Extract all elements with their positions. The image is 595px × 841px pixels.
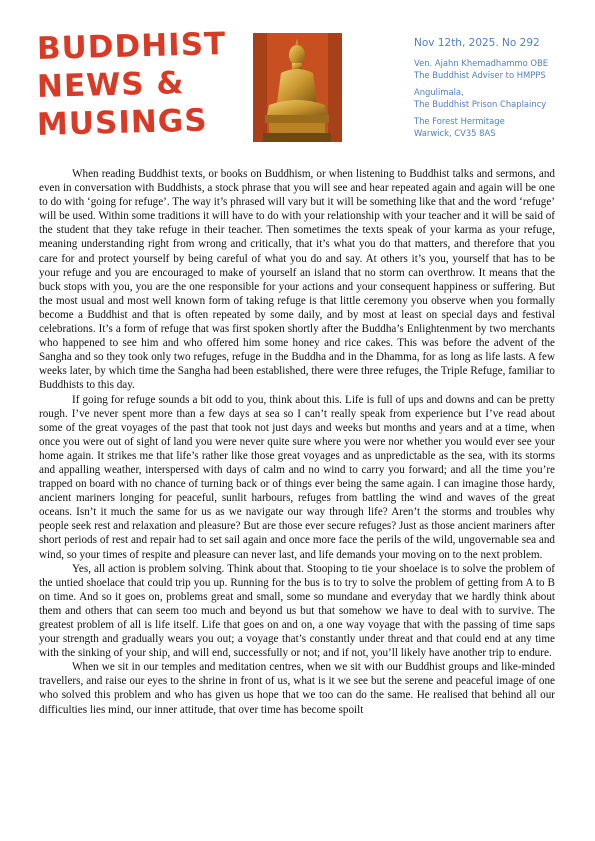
issue-dateline: Nov 12th, 2025. No 292 xyxy=(414,37,540,49)
author-role: The Buddhist Adviser to HMPPS xyxy=(414,70,546,80)
masthead-line-3: MUSINGS xyxy=(36,102,209,143)
article-paragraph: When we sit in our temples and meditation centres, when we sit with our Buddhist groups and like-minded travellers, and raise our eyes to the shrine in front of us, what is it we see but the serene and peaceful image of one who solved this problem and who has given us hope that we too can do the same. He realised that behind all our difficulties lies mind, our inner attitude, that over time has become spoilt xyxy=(39,661,555,716)
masthead-line-2: NEWS & xyxy=(36,65,185,105)
article-paragraph: When reading Buddhist texts, or books on Buddhism, or when listening to Buddhist talks and sermons, and even in conversation with Buddhists, a stock phrase that you will see and hear repeated again and again will be one to do with ‘going for refuge’. The way it’s phrased will vary but it will be something like that and the word ‘refuge’ will be used. Within some traditions it will have to do with your relationship with your teacher and it will be said of the student that they take refuge in their teacher. Then sometimes the texts speak of your karma as your refuge, meaning understanding right from wrong and critically, that it’s what you do that matters, and therefore that you care for and protect yourself by being careful of what you do and say. At others it’s you, yourself that has to be your refuge and you are encouraged to make of yourself an island that no storm can overthrow. It means that the buck stops with you, you are the one responsible for your actions and your consequent happiness or suffering. But the most usual and most well known form of taking refuge is that little ceremony you observe when you formally become a Buddhist and that is often repeated by some daily, and by most at least on special days and festival celebrations. It’s a form of refuge that was first spoken shortly after the Buddha’s Enlightenment by two merchants who happened to see him and who offered him some honey and rice cakes. This was before the advent of the Sangha and so they took only two refuges, refuge in the Buddha and in the Dhamma, for as long as life lasts. A few weeks later, by which time the Sangha had been established, there were three refuges, the Triple Refuge, familiar to Buddhists to this day. xyxy=(39,168,555,392)
masthead-line-1: BUDDHIST xyxy=(36,26,227,67)
address-line-2: Warwick, CV35 8AS xyxy=(414,128,496,138)
organisation-subtitle: The Buddhist Prison Chaplaincy xyxy=(414,99,547,109)
organisation-name: Angulimala, xyxy=(414,87,464,97)
article-paragraph: If going for refuge sounds a bit odd to you, think about this. Life is full of ups and downs and can be pretty rough. I’ve never spent more than a few days at sea so I can’t really speak from experience but I’ve read about some of the great voyages of the past that took not just days and weeks but months and years and at a time, when once you were out of sight of land you were never quite sure where you were nor whether you would ever see your home again. It strikes me that life’s rather like those great voyages and as unpredictable as the sea, with its storms and appalling weather, interspersed with days of calm and no wind to carry you forward; and all the time you’re trapped on board with no chance of turning back or of things ever being the same again. I can imagine those hardy, ancient mariners longing for peaceful, sunlit harbours, refuges from battling the wind and waves of the great oceans. Isn’t it much the same for us as we navigate our way through life? Aren’t the storms and troubles why people seek rest and relaxation and pleasure? But are those ever secure refuges? Just as those ancient mariners after short periods of rest and repair had to set sail again and once more face the perils of the wild, ungovernable sea and wind, so your times of respite and pleasure can never last, and life demands your moving on to the next problem. xyxy=(39,393,555,561)
masthead xyxy=(36,26,227,144)
article-body xyxy=(39,167,555,717)
header-info xyxy=(414,37,584,139)
author-name: Ven. Ajahn Khemadhammo OBE xyxy=(414,58,549,68)
address-line-1: The Forest Hermitage xyxy=(414,116,505,126)
buddha-statue-image xyxy=(253,33,342,142)
buddha-statue-photo xyxy=(253,33,342,142)
article-paragraph: Yes, all action is problem solving. Think about that. Stooping to tie your shoelace is to solve the problem of the untied shoelace that could trip you up. Running for the bus is to try to solve the problem of getting from A to B on time. And so it goes on, problems great and small, some so mundane and everyday that we hardly think about them and others that can seem too much and beyond us but that somehow we have to deal with to survive. The greatest problem of all is life itself. Life that goes on and on, a one way voyage that with the passing of time saps your strength and gradually wears you out; a voyage that’s constantly under threat and that could end at any time with the sinking of your ship, and will end, successfully or not; and if not, you’ll likely have another trip to endure. xyxy=(39,562,555,660)
